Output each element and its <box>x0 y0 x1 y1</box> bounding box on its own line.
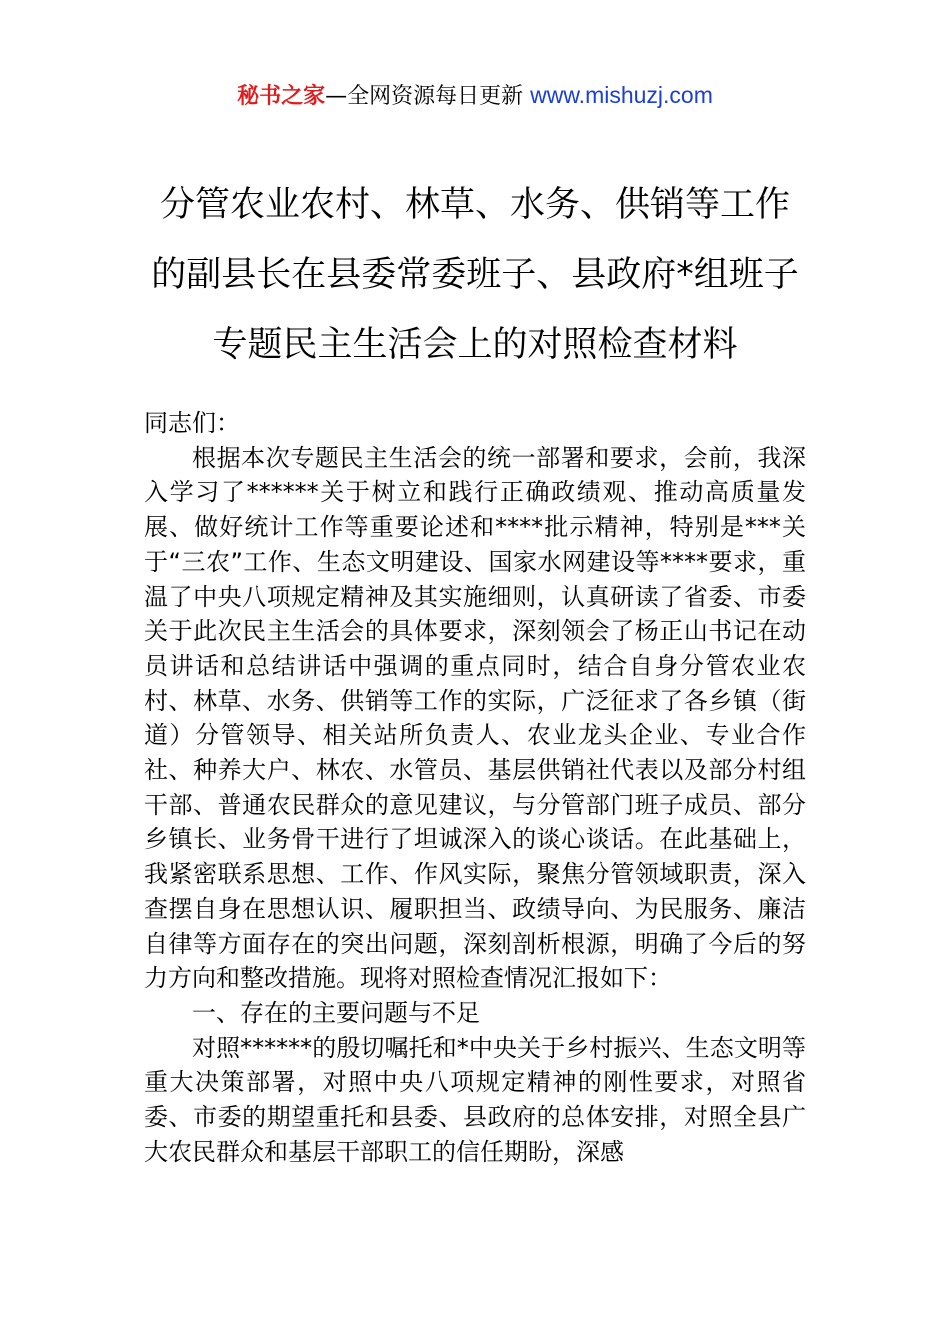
salutation: 同志们： <box>144 409 240 437</box>
title-line-3: 专题民主生活会上的对照检查材料 <box>212 325 738 365</box>
document-body <box>144 406 806 1169</box>
title-line-2: 的副县长在县委常委班子、县政府*组班子 <box>151 255 799 295</box>
section-heading: 一、存在的主要问题与不足 <box>192 998 480 1027</box>
site-tagline: —全网资源每日更新 <box>325 84 524 109</box>
title-line-1: 分管农业农村、林草、水务、供销等工作 <box>159 185 790 225</box>
site-url-link[interactable]: www.mishuzj.com <box>530 82 713 108</box>
intro-paragraph: 根据本次专题民主生活会的统一部署和要求，会前，我深入学习了******关于树立和践行正确政绩观、推动高质量发展、做好统计工作等重要论述和****批示精神，特别是***关于“三农”工作、生态文明建设、国家水网建设等****要求，重温了中央八项规定精神及其实施细则，认真研读了省委、市委关于此次民主生活会的具体要求，深刻领会了杨正山书记在动员讲话和总结讲话中强调的重点同时，结合自身分管农业农村、林草、水务、供销等工作的实际，广泛征求了各乡镇（街道）分管领导、相关站所负责人、农业龙头企业、专业合作社、种养大户、林农、水管员、基层供销社代表以及部分村组干部、普通农民群众的意见建议，与分管部门班子成员、部分乡镇长、业务骨干进行了坦诚深入的谈心谈话。在此基础上，我紧密联系思想、工作、作风实际，聚焦分管领域职责，深入查摆自身在思想认识、履职担当、政绩导向、为民服务、廉洁自律等方面存在的突出问题，深刻剖析根源，明确了今后的努力方向和整改措施。现将对照检查情况汇报如下： <box>144 443 806 993</box>
brand-name[interactable]: 秘书之家 <box>237 84 326 109</box>
section-paragraph: 对照******的殷切嘱托和*中央关于乡村振兴、生态文明等重大决策部署，对照中央八项规定精神的刚性要求，对照省委、市委的期望重托和县委、县政府的总体安排，对照全县广大农民群众和基层干部职工的信任期盼，深感 <box>144 1033 806 1166</box>
site-header <box>0 80 950 112</box>
document-title <box>100 170 850 380</box>
